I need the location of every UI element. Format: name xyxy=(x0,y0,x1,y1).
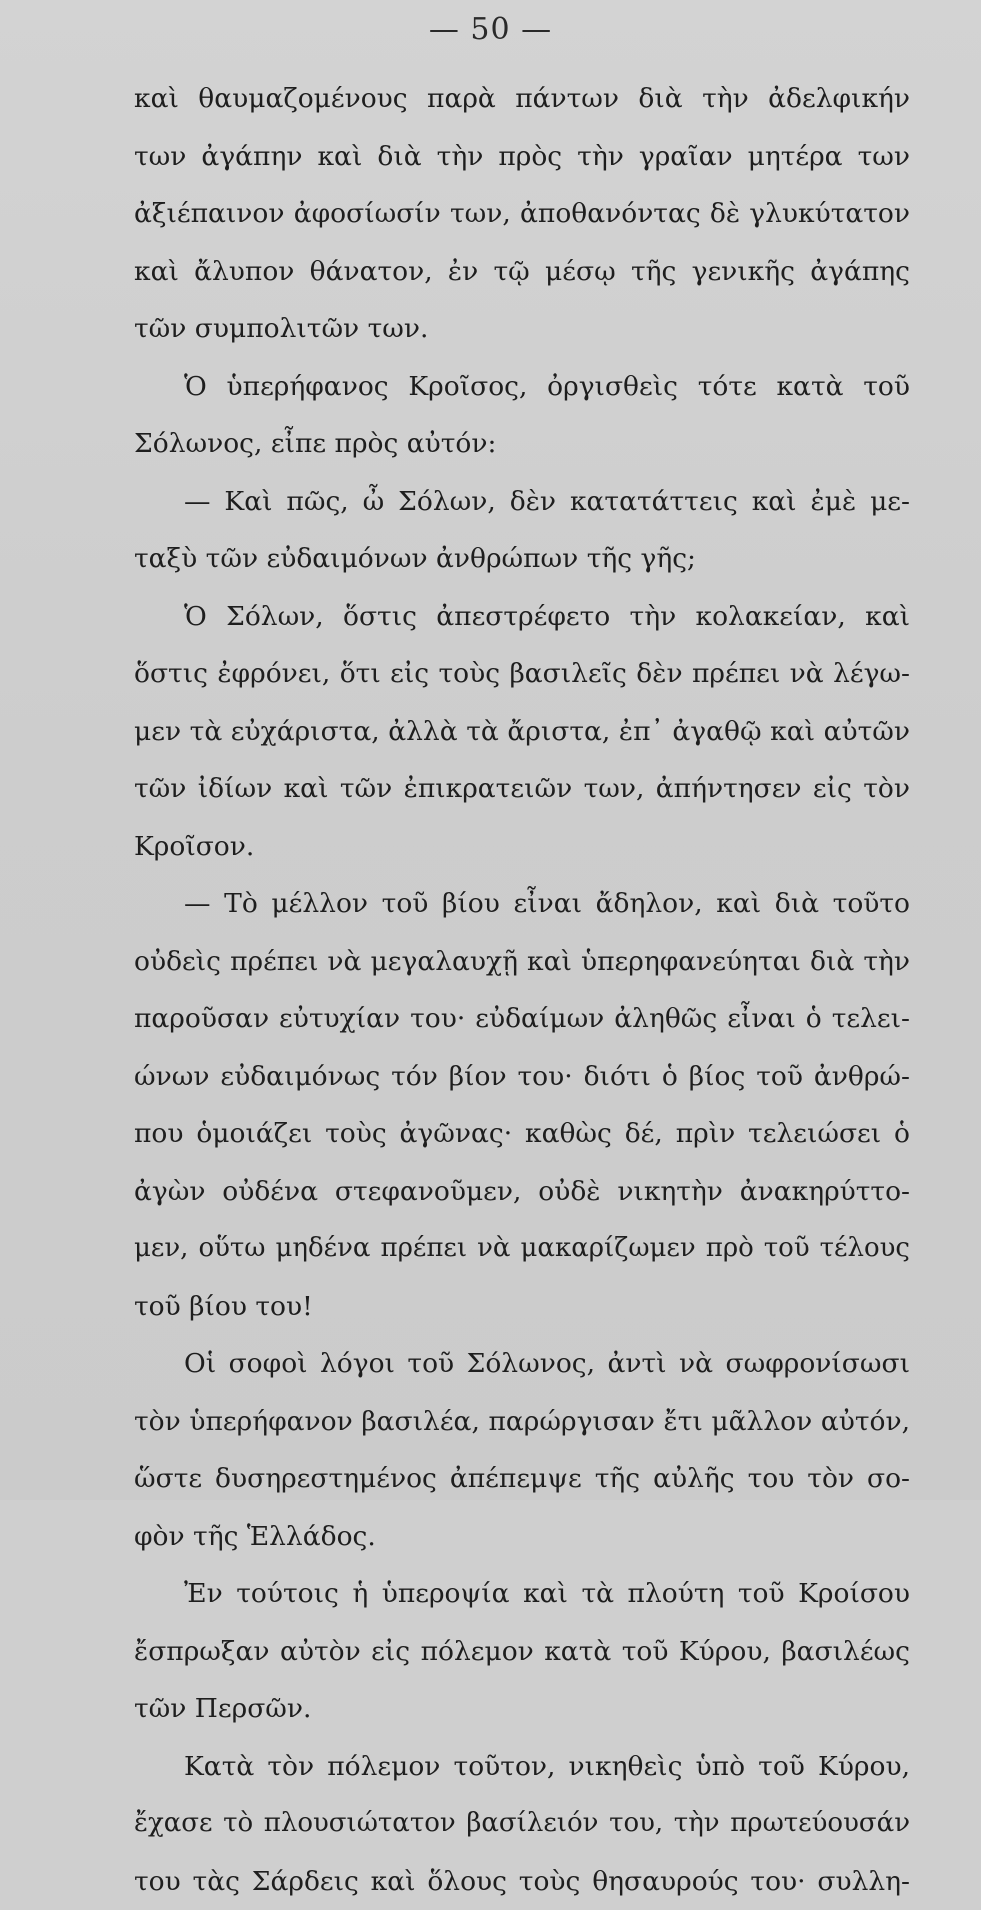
text-line: Οἱ σοφοὶ λόγοι τοῦ Σόλωνος, ἀντὶ νὰ σωφρονίσωσι xyxy=(134,1335,910,1393)
text-line: ἔχασε τὸ πλουσιώτατον βασίλειόν του, τὴν πρωτεύουσάν xyxy=(134,1795,910,1853)
text-line: — Καὶ πῶς, ὦ Σόλων, δὲν κατατάττεις καὶ ἐμὲ με- xyxy=(134,473,910,531)
text-line: καὶ θαυμαζομένους παρὰ πάντων διὰ τὴν ἀδελφικήν xyxy=(134,70,910,128)
text-line: ὅστις ἐφρόνει, ὅτι εἰς τοὺς βασιλεῖς δὲν πρέπει νὰ λέγω- xyxy=(134,645,910,703)
text-line: μεν, οὕτω μηδένα πρέπει νὰ μακαρίζωμεν πρὸ τοῦ τέλους xyxy=(134,1220,910,1278)
text-line: τὸν ὑπερήφανον βασιλέα, παρώργισαν ἔτι μᾶλλον αὐτόν, xyxy=(134,1393,910,1451)
text-line: Κατὰ τὸν πόλεμον τοῦτον, νικηθεὶς ὑπὸ τοῦ Κύρου, xyxy=(134,1738,910,1796)
text-line: τῶν ἰδίων καὶ τῶν ἐπικρατειῶν των, ἀπήντησεν εἰς τὸν xyxy=(134,760,910,818)
text-line: τοῦ βίου του! xyxy=(134,1278,910,1336)
text-line: ὥστε δυσηρεστημένος ἀπέπεμψε τῆς αὐλῆς του τὸν σο- xyxy=(134,1450,910,1508)
text-line: του τὰς Σάρδεις καὶ ὅλους τοὺς θησαυρούς του· συλλη- xyxy=(134,1853,910,1910)
text-line: οὐδεὶς πρέπει νὰ μεγαλαυχῇ καὶ ὑπερηφανεύηται διὰ τὴν xyxy=(134,933,910,991)
text-line: τῶν Περσῶν. xyxy=(134,1680,910,1738)
text-line: μεν τὰ εὐχάριστα, ἀλλὰ τὰ ἄριστα, ἐπ᾽ ἀγαθῷ καὶ αὐτῶν xyxy=(134,703,910,761)
text-line: — Τὸ μέλλον τοῦ βίου εἶναι ἄδηλον, καὶ διὰ τοῦτο xyxy=(134,875,910,933)
text-line: Σόλωνος, εἶπε πρὸς αὐτόν: xyxy=(134,415,910,473)
text-line: ἔσπρωξαν αὐτὸν εἰς πόλεμον κατὰ τοῦ Κύρου, βασιλέως xyxy=(134,1623,910,1681)
text-line: των ἀγάπην καὶ διὰ τὴν πρὸς τὴν γραῖαν μητέρα των xyxy=(134,128,910,186)
text-line: τῶν συμπολιτῶν των. xyxy=(134,300,910,358)
text-line: καὶ ἄλυπον θάνατον, ἐν τῷ μέσῳ τῆς γενικῆς ἀγάπης xyxy=(134,243,910,301)
text-line: ώνων εὐδαιμόνως τόν βίον του· διότι ὁ βίος τοῦ ἀνθρώ- xyxy=(134,1048,910,1106)
text-line: Ὁ Σόλων, ὅστις ἀπεστρέφετο τὴν κολακείαν, καὶ xyxy=(134,588,910,646)
text-line: παροῦσαν εὐτυχίαν του· εὐδαίμων ἀληθῶς εἶναι ὁ τελει- xyxy=(134,990,910,1048)
text-line: που ὁμοιάζει τοὺς ἀγῶνας· καθὼς δέ, πρὶν τελειώσει ὁ xyxy=(134,1105,910,1163)
text-line: φὸν τῆς Ἑλλάδος. xyxy=(134,1508,910,1566)
text-line: Κροῖσον. xyxy=(134,818,910,876)
body-text xyxy=(134,70,910,1910)
text-line: Ἐν τούτοις ἡ ὑπεροψία καὶ τὰ πλούτη τοῦ Κροίσου xyxy=(134,1565,910,1623)
text-line: Ὁ ὑπερήφανος Κροῖσος, ὀργισθεὶς τότε κατὰ τοῦ xyxy=(134,358,910,416)
text-line: ἀξιέπαινον ἀφοσίωσίν των, ἀποθανόντας δὲ γλυκύτατον xyxy=(134,185,910,243)
text-line: ἀγὼν οὐδένα στεφανοῦμεν, οὐδὲ νικητὴν ἀνακηρύττο- xyxy=(134,1163,910,1221)
page-number: — 50 — xyxy=(0,12,981,47)
text-line: ταξὺ τῶν εὐδαιμόνων ἀνθρώπων τῆς γῆς; xyxy=(134,530,910,588)
